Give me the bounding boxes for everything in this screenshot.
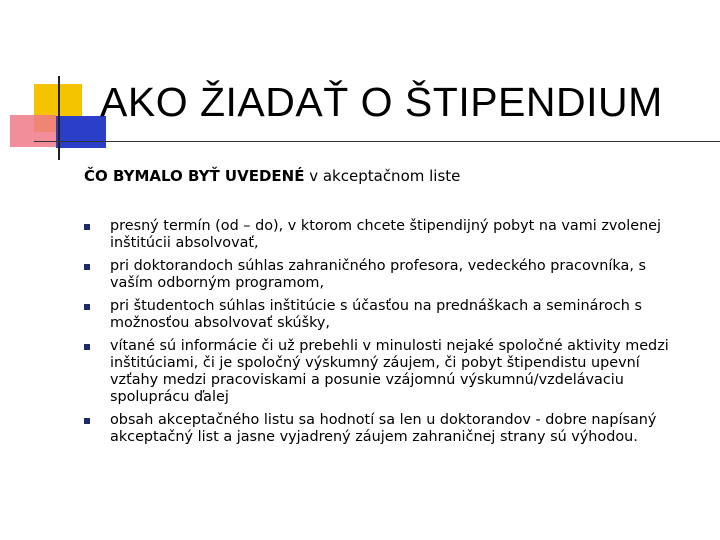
bullet-square-icon — [84, 304, 90, 310]
bullet-square-icon — [84, 264, 90, 270]
bullet-text: presný termín (od – do), v ktorom chcete štipendijný pobyt na vami zvolenej inštitúcii absolvovať, — [110, 218, 662, 251]
list-item — [84, 298, 684, 332]
decor-red-square — [10, 115, 56, 147]
decor-vertical-line — [58, 76, 60, 160]
list-item — [84, 218, 684, 252]
bullet-list — [84, 218, 684, 452]
bullet-square-icon — [84, 418, 90, 424]
bullet-text: pri študentoch súhlas inštitúcie s účasťou na prednáškach a seminároch s možnosťou absolvovať skúšky, — [110, 298, 642, 331]
decor-horizontal-rule — [34, 141, 720, 142]
bullet-text: vítané sú informácie či už prebehli v minulosti nejaké spoločné aktivity medzi inštitúciami, či je spoločný výskumný záujem, či pobyt štipendistu upevní vzťahy medzi pracoviskami a posunie vzájomnú výskumnú/vzdelávaciu spoluprácu ďalej — [110, 338, 669, 405]
bullet-text: obsah akceptačného listu sa hodnotí sa len u doktorandov - dobre napísaný akceptačný list a jasne vyjadrený záujem zahraničnej strany sú výhodou. — [110, 412, 657, 445]
subtitle-rest: v akceptačnom liste — [304, 167, 461, 185]
list-item — [84, 258, 684, 292]
bullet-square-icon — [84, 224, 90, 230]
list-item — [84, 338, 684, 406]
bullet-text: pri doktorandoch súhlas zahraničného profesora, vedeckého pracovníka, s vaším odborným programom, — [110, 258, 646, 291]
slide-title: AKO ŽIADAŤ O ŠTIPENDIUM — [100, 79, 663, 125]
decor-blue-square — [56, 116, 106, 148]
slide-subtitle — [84, 166, 704, 186]
bullet-square-icon — [84, 344, 90, 350]
subtitle-bold: ČO BYMALO BYŤ UVEDENÉ — [84, 167, 305, 185]
list-item — [84, 412, 684, 446]
